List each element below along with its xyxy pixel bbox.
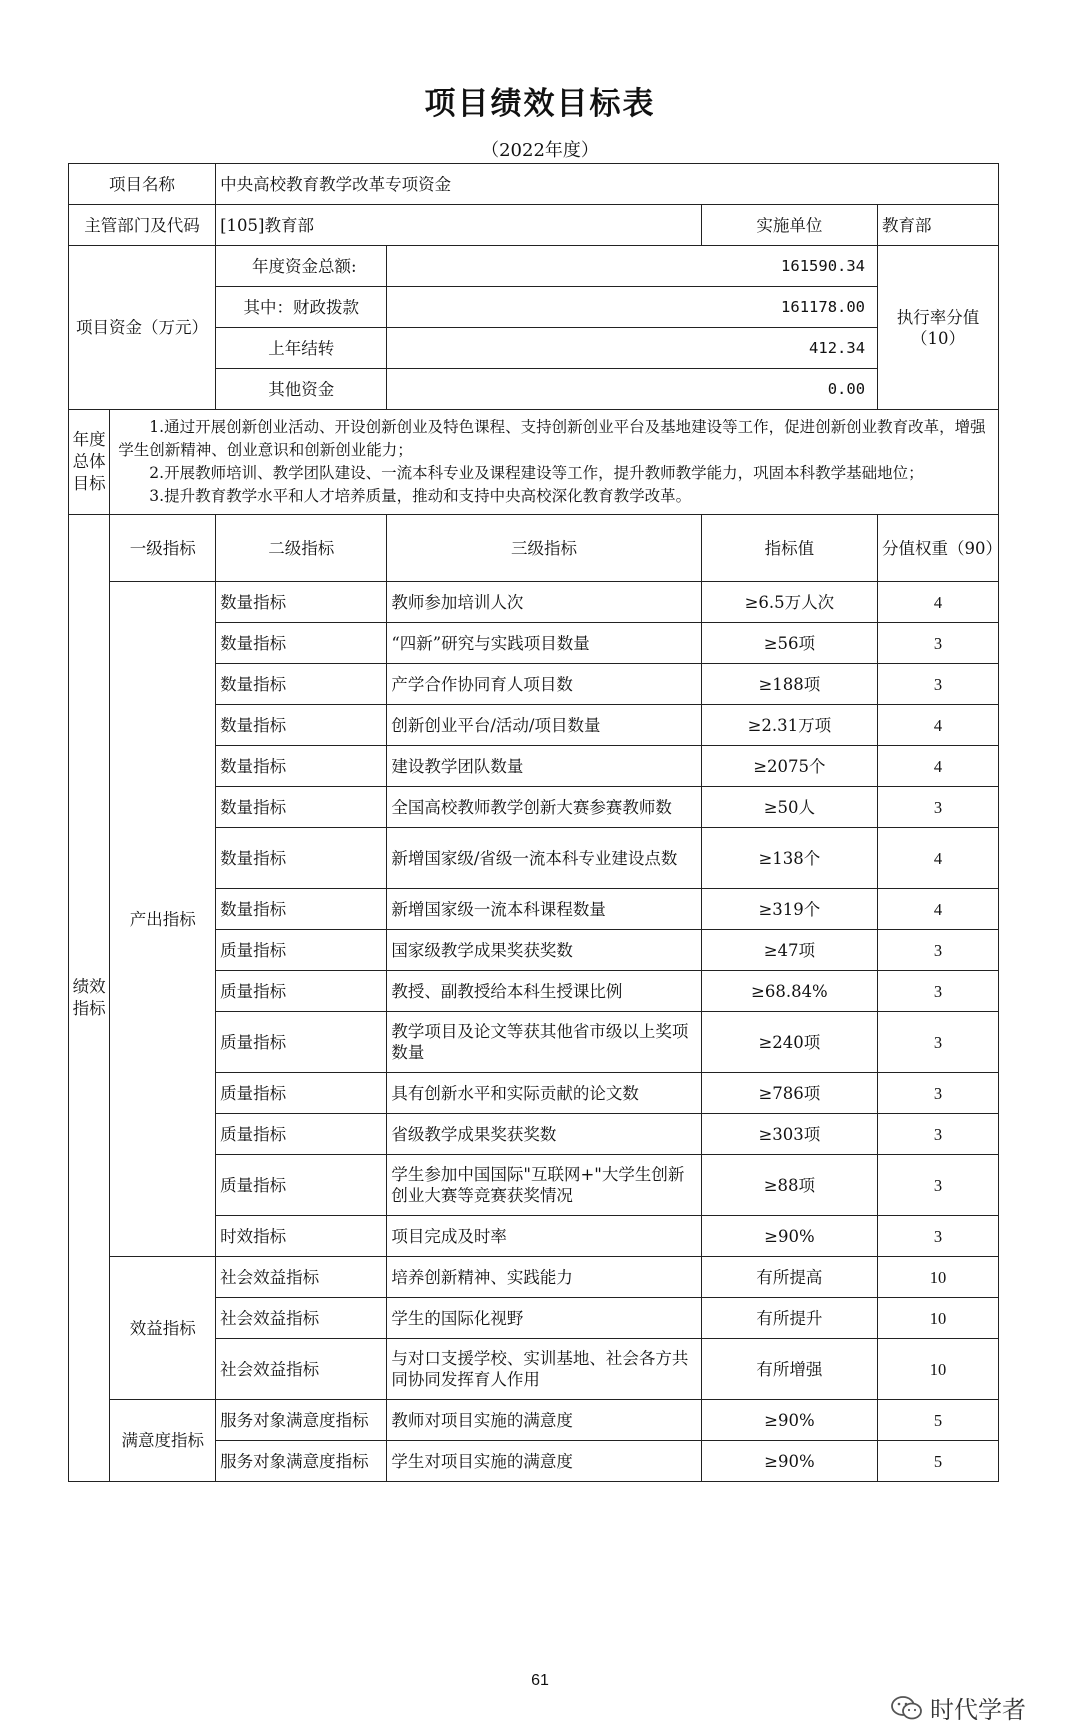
page-number: 61	[531, 1672, 549, 1689]
level2-indicator: 质量指标	[216, 971, 387, 1012]
indicator-target-value: ≥138个	[701, 828, 877, 889]
watermark	[890, 1690, 1026, 1725]
indicator-row	[69, 1400, 999, 1441]
level3-indicator: 学生参加中国国际"互联网+"大学生创新创业大赛等竞赛获奖情况	[387, 1155, 701, 1216]
level2-indicator: 社会效益指标	[216, 1298, 387, 1339]
header-level1: 一级指标	[110, 515, 216, 582]
indicator-weight: 3	[878, 623, 999, 664]
indicator-target-value: ≥50人	[701, 787, 877, 828]
indicator-weight: 3	[878, 1155, 999, 1216]
indicator-target-value: ≥188项	[701, 664, 877, 705]
annual-goals-label: 年度总体目标	[69, 410, 110, 515]
level3-indicator: 具有创新水平和实际贡献的论文数	[387, 1073, 701, 1114]
indicator-target-value: ≥90%	[701, 1441, 877, 1482]
execution-score-value: （10）	[911, 328, 966, 348]
level3-indicator: 教学项目及论文等获其他省市级以上奖项数量	[387, 1012, 701, 1073]
level3-indicator: 项目完成及时率	[387, 1216, 701, 1257]
level2-indicator: 数量指标	[216, 787, 387, 828]
indicator-weight: 5	[878, 1441, 999, 1482]
indicator-target-value: ≥6.5万人次	[701, 582, 877, 623]
indicator-target-value: ≥2075个	[701, 746, 877, 787]
indicator-target-value: ≥90%	[701, 1400, 877, 1441]
fund-item-value: 412.34	[387, 328, 878, 369]
indicator-target-value: ≥56项	[701, 623, 877, 664]
department-value: [105]教育部	[216, 205, 702, 246]
indicator-target-value: ≥68.84%	[701, 971, 877, 1012]
indicator-weight: 3	[878, 971, 999, 1012]
indicator-weight: 10	[878, 1339, 999, 1400]
indicator-target-value: ≥240项	[701, 1012, 877, 1073]
indicator-weight: 10	[878, 1298, 999, 1339]
level3-indicator: 学生对项目实施的满意度	[387, 1441, 701, 1482]
level3-indicator: 创新创业平台/活动/项目数量	[387, 705, 701, 746]
goal-line: 2.开展教师培训、教学团队建设、一流本科专业及课程建设等工作，提升教师教学能力，巩固本科教学基础地位；	[149, 464, 924, 482]
indicator-target-value: ≥88项	[701, 1155, 877, 1216]
level3-indicator: 国家级教学成果奖获奖数	[387, 930, 701, 971]
header-target-value: 指标值	[701, 515, 877, 582]
indicator-weight: 4	[878, 889, 999, 930]
indicator-weight: 10	[878, 1257, 999, 1298]
fund-item-value: 161590.34	[387, 246, 878, 287]
fund-item-label: 上年结转	[216, 328, 387, 369]
performance-table	[68, 163, 1003, 1482]
level2-indicator: 数量指标	[216, 746, 387, 787]
level2-indicator: 数量指标	[216, 889, 387, 930]
fund-item-value: 0.00	[387, 369, 878, 410]
indicator-target-value: ≥47项	[701, 930, 877, 971]
funds-row	[69, 246, 999, 287]
indicator-weight: 3	[878, 1114, 999, 1155]
indicator-target-value: ≥786项	[701, 1073, 877, 1114]
department-label: 主管部门及代码	[69, 205, 216, 246]
indicator-weight: 5	[878, 1400, 999, 1441]
page-title: 项目绩效目标表	[424, 86, 656, 122]
level2-indicator: 数量指标	[216, 623, 387, 664]
fund-item-label: 其中：财政拨款	[216, 287, 387, 328]
indicator-target-value: ≥90%	[701, 1216, 877, 1257]
level3-indicator: “四新”研究与实践项目数量	[387, 623, 701, 664]
indicator-header-row	[69, 515, 999, 582]
level3-indicator: 学生的国际化视野	[387, 1298, 701, 1339]
level3-indicator: 教师对项目实施的满意度	[387, 1400, 701, 1441]
fund-item-label: 年度资金总额:	[216, 246, 387, 287]
level3-indicator: 新增国家级一流本科课程数量	[387, 889, 701, 930]
department-row	[69, 205, 999, 246]
execution-score-cell	[878, 246, 999, 410]
indicator-target-value: ≥319个	[701, 889, 877, 930]
annual-goals-text	[110, 410, 999, 515]
level2-indicator: 服务对象满意度指标	[216, 1400, 387, 1441]
level2-indicator: 数量指标	[216, 705, 387, 746]
indicator-target-value: 有所增强	[701, 1339, 877, 1400]
indicator-weight: 3	[878, 1073, 999, 1114]
level2-indicator: 质量指标	[216, 1114, 387, 1155]
indicator-weight: 3	[878, 930, 999, 971]
indicator-weight: 4	[878, 705, 999, 746]
watermark-text: 时代学者	[930, 1696, 1026, 1724]
indicator-weight: 3	[878, 664, 999, 705]
goal-line: 3.提升教育教学水平和人才培养质量，推动和支持中央高校深化教育教学改革。	[149, 487, 692, 505]
indicator-weight: 4	[878, 582, 999, 623]
level2-indicator: 质量指标	[216, 930, 387, 971]
indicator-weight: 3	[878, 787, 999, 828]
indicator-target-value: ≥303项	[701, 1114, 877, 1155]
indicator-weight: 3	[878, 1012, 999, 1073]
header-level3: 三级指标	[387, 515, 701, 582]
indicator-row	[69, 1257, 999, 1298]
implementing-unit-label: 实施单位	[701, 205, 877, 246]
indicator-target-value: 有所提升	[701, 1298, 877, 1339]
wechat-icon	[890, 1695, 924, 1721]
execution-score-label: 执行率分值	[896, 307, 980, 327]
level3-indicator: 建设教学团队数量	[387, 746, 701, 787]
fund-item-label: 其他资金	[216, 369, 387, 410]
level2-indicator: 服务对象满意度指标	[216, 1441, 387, 1482]
indicator-row	[69, 582, 999, 623]
level1-indicator: 产出指标	[110, 582, 216, 1257]
level2-indicator: 质量指标	[216, 1155, 387, 1216]
indicator-target-value: 有所提高	[701, 1257, 877, 1298]
header-level2: 二级指标	[216, 515, 387, 582]
level3-indicator: 新增国家级/省级一流本科专业建设点数	[387, 828, 701, 889]
implementing-unit-value: 教育部	[878, 205, 999, 246]
level1-indicator: 效益指标	[110, 1257, 216, 1400]
project-name-value: 中央高校教育教学改革专项资金	[216, 164, 999, 205]
indicator-weight: 4	[878, 828, 999, 889]
indicator-target-value: ≥2.31万项	[701, 705, 877, 746]
level2-indicator: 数量指标	[216, 582, 387, 623]
level1-indicator: 满意度指标	[110, 1400, 216, 1482]
level2-indicator: 质量指标	[216, 1012, 387, 1073]
level2-indicator: 时效指标	[216, 1216, 387, 1257]
funds-label: 项目资金（万元）	[69, 246, 216, 410]
indicator-weight: 3	[878, 1216, 999, 1257]
indicator-weight: 4	[878, 746, 999, 787]
level2-indicator: 质量指标	[216, 1073, 387, 1114]
level2-indicator: 社会效益指标	[216, 1257, 387, 1298]
level3-indicator: 与对口支援学校、实训基地、社会各方共同协同发挥育人作用	[387, 1339, 701, 1400]
level3-indicator: 教师参加培训人次	[387, 582, 701, 623]
header-weight: 分值权重（90）	[878, 515, 999, 582]
fund-item-value: 161178.00	[387, 287, 878, 328]
level3-indicator: 教授、副教授给本科生授课比例	[387, 971, 701, 1012]
level3-indicator: 全国高校教师教学创新大赛参赛教师数	[387, 787, 701, 828]
level2-indicator: 数量指标	[216, 828, 387, 889]
level3-indicator: 培养创新精神、实践能力	[387, 1257, 701, 1298]
level2-indicator: 社会效益指标	[216, 1339, 387, 1400]
level2-indicator: 数量指标	[216, 664, 387, 705]
project-name-row	[69, 164, 999, 205]
performance-indicators-label: 绩效指标	[69, 515, 110, 1482]
fiscal-year: （2022年度）	[481, 140, 599, 161]
goal-line: 1.通过开展创新创业活动、开设创新创业及特色课程、支持创新创业平台及基地建设等工作，促进创新创业教育改革，增强学生创新精神、创业意识和创新创业能力；	[118, 418, 986, 459]
level3-indicator: 产学合作协同育人项目数	[387, 664, 701, 705]
annual-goals-row	[69, 410, 999, 515]
project-name-label: 项目名称	[69, 164, 216, 205]
level3-indicator: 省级教学成果奖获奖数	[387, 1114, 701, 1155]
